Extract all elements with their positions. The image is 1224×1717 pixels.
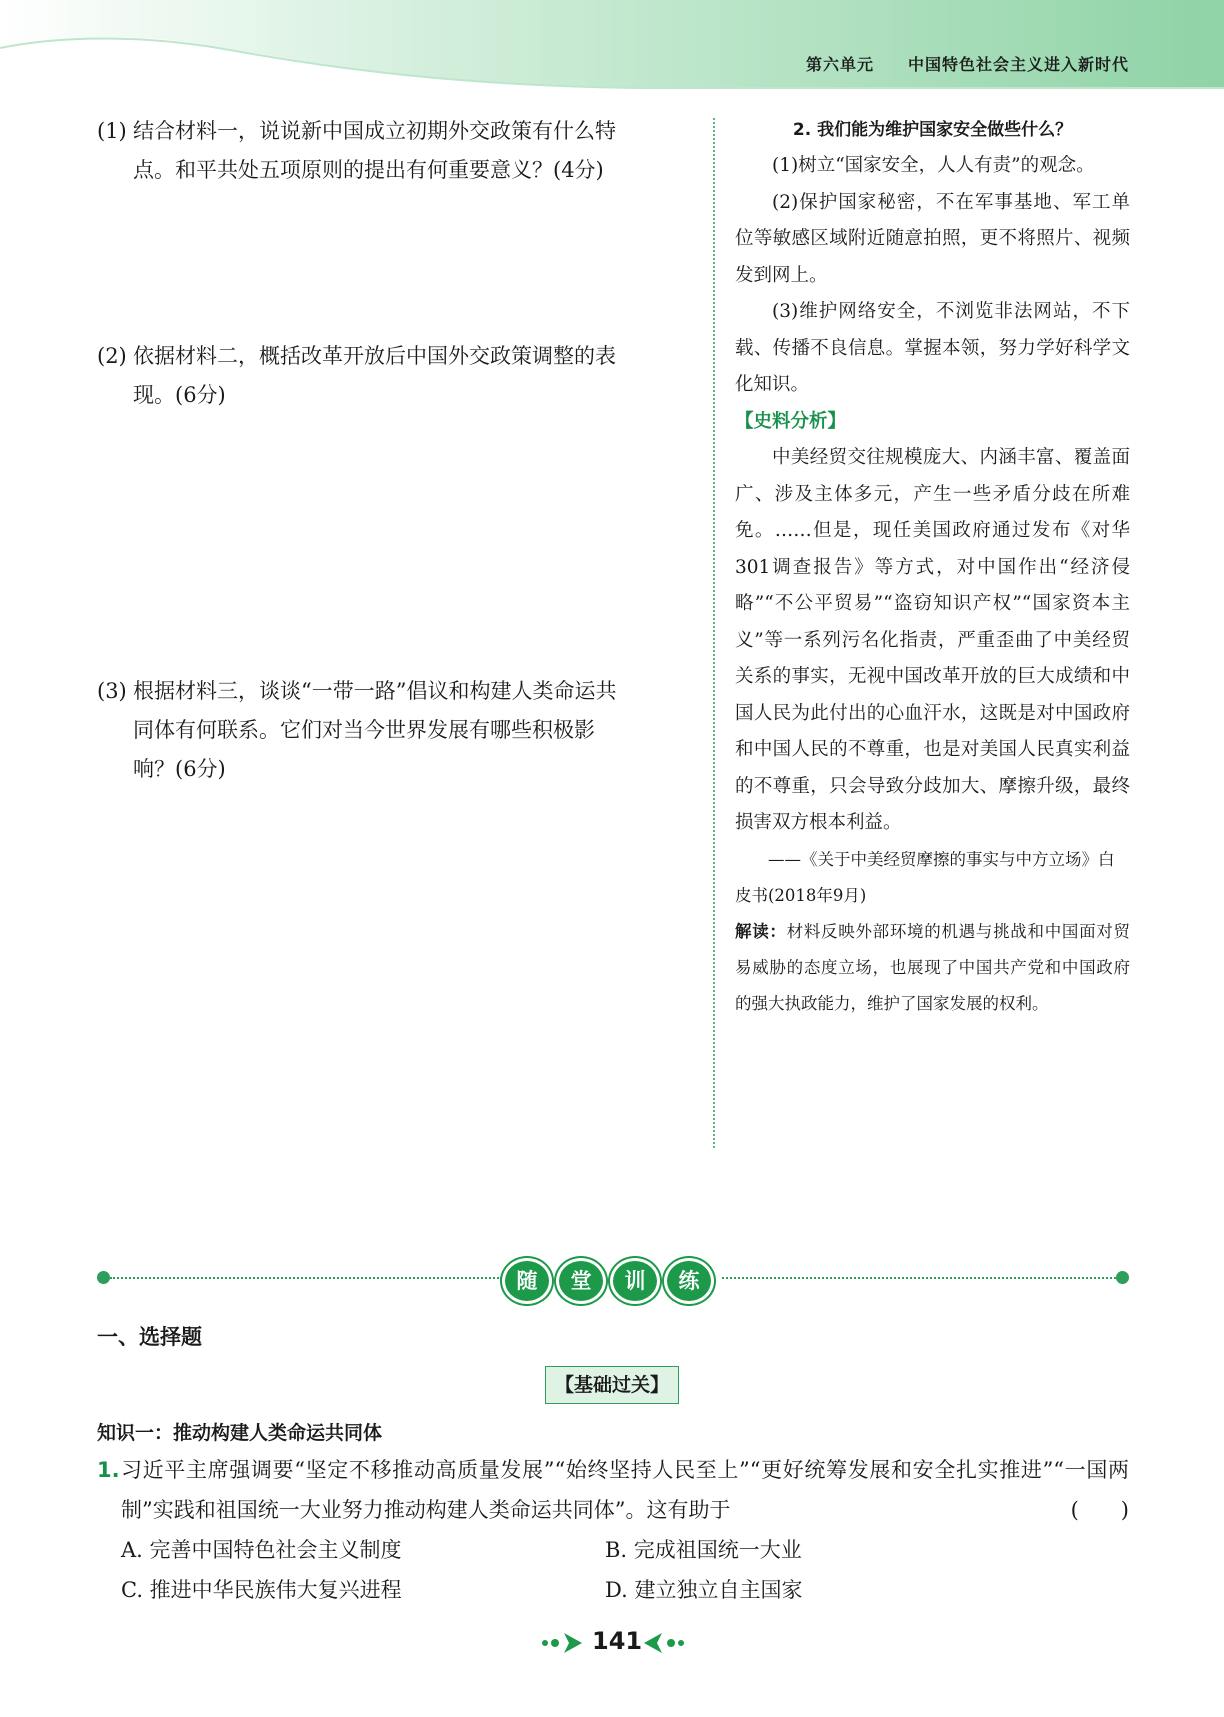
training-badge-2: 堂 (556, 1258, 606, 1304)
knowledge-heading: 知识一：推动构建人类命运共同体 (97, 1422, 383, 1444)
footer-arrow-right-icon (640, 1631, 686, 1655)
question-mc-1 (97, 1450, 1129, 1522)
header-wave-band (0, 0, 1224, 96)
section-title: 一、选择题 (97, 1325, 202, 1349)
option-c[interactable]: C. 推进中华民族伟大复兴进程 (121, 1578, 402, 1602)
question-1-line1: 结合材料一，说说新中国成立初期外交政策有什么特 (133, 119, 616, 143)
right-column (735, 112, 1130, 1022)
safety-point-2: (2)保护国家秘密，不在军事基地、军工单位等敏感区域附近随意拍照，更不将照片、视频发到网上。 (735, 191, 1130, 286)
header-title (806, 52, 1129, 75)
page-footer (540, 1625, 690, 1661)
header-topic: 中国特色社会主义进入新时代 (907, 55, 1129, 74)
banner-dot-left (97, 1271, 110, 1284)
question-3 (97, 672, 697, 789)
footer-arrow-left-icon (540, 1631, 586, 1655)
column-divider (713, 118, 715, 1148)
answer-blank[interactable]: ( ) (1070, 1498, 1129, 1522)
training-badge-3: 训 (610, 1258, 660, 1304)
analysis-source: ——《关于中美经贸摩擦的事实与中方立场》白皮书(2018年9月) (735, 849, 1115, 905)
question-2-number: (2) (97, 344, 127, 368)
question-2-line1: 依据材料二，概括改革开放后中国外交政策调整的表 (133, 344, 616, 368)
question-1-number: (1) (97, 119, 127, 143)
safety-point-1: (1)树立“国家安全，人人有责”的观念。 (772, 155, 1095, 176)
basic-level-label: 【基础过关】 (545, 1366, 679, 1404)
question-1 (97, 112, 697, 190)
question-1-line2: 点。和平共处五项原则的提出有何重要意义？(4分) (133, 158, 604, 182)
mc-stem: 习近平主席强调要“坚定不移推动高质量发展”“始终坚持人民至上”“更好统筹发展和安全扎实推进”“一国两制”实践和祖国统一大业努力推动构建人类命运共同体”。这有助于 (121, 1458, 1129, 1522)
training-banner (97, 1258, 1129, 1298)
note-text: 材料反映外部环境的机遇与挑战和中国面对贸易威胁的态度立场，也展现了中国共产党和中国政府的强大执政能力，维护了国家发展的权利。 (735, 921, 1131, 1013)
training-badge-4: 练 (664, 1258, 714, 1304)
mc-number: 1. (97, 1458, 120, 1482)
page-number: 141 (592, 1627, 643, 1655)
banner-line-left (110, 1277, 502, 1279)
question-3-line1: 根据材料三，谈谈“一带一路”倡议和构建人类命运共 (133, 679, 617, 703)
question-3-line2: 同体有何联系。它们对当今世界发展有哪些积极影 (133, 718, 595, 742)
safety-point-3: (3)维护网络安全，不浏览非法网站，不下载、传播不良信息。掌握本领，努力学好科学文化知识。 (735, 301, 1130, 395)
analysis-body: 中美经贸交往规模庞大、内涵丰富、覆盖面广、涉及主体多元，产生一些矛盾分歧在所难免。……但是，现任美国政府通过发布《对华301调查报告》等方式，对中国作出“经济侵略”“不公平贸易”“盗窃知识产权”“国家资本主义”等一系列污名化指责，严重歪曲了中美经贸关系的事实，无视中国改革开放的巨大成绩和中国人民为此付出的心血汗水，这既是对中国政府和中国人民的不尊重，也是对美国人民真实利益的不尊重，只会导致分歧加大、摩擦升级，最终损害双方根本利益。 (735, 447, 1130, 833)
option-b[interactable]: B. 完成祖国统一大业 (605, 1538, 802, 1562)
analysis-heading: 【史料分析】 (735, 410, 847, 432)
training-badges (502, 1258, 722, 1298)
note-label: 解读： (735, 921, 787, 941)
banner-dot-right (1116, 1271, 1129, 1284)
analysis-note (735, 914, 1130, 1022)
question-3-line3: 响？(6分) (133, 757, 226, 781)
safety-title: 2. 我们能为维护国家安全做些什么？ (792, 120, 1073, 140)
question-2-line2: 现。(6分) (133, 383, 226, 407)
header-unit: 第六单元 (805, 55, 874, 74)
option-a[interactable]: A. 完善中国特色社会主义制度 (121, 1538, 402, 1562)
training-badge-1: 随 (502, 1258, 552, 1304)
option-d[interactable]: D. 建立独立自主国家 (605, 1578, 803, 1602)
banner-line-right (722, 1277, 1116, 1279)
question-2 (97, 337, 697, 415)
question-3-number: (3) (97, 679, 127, 703)
